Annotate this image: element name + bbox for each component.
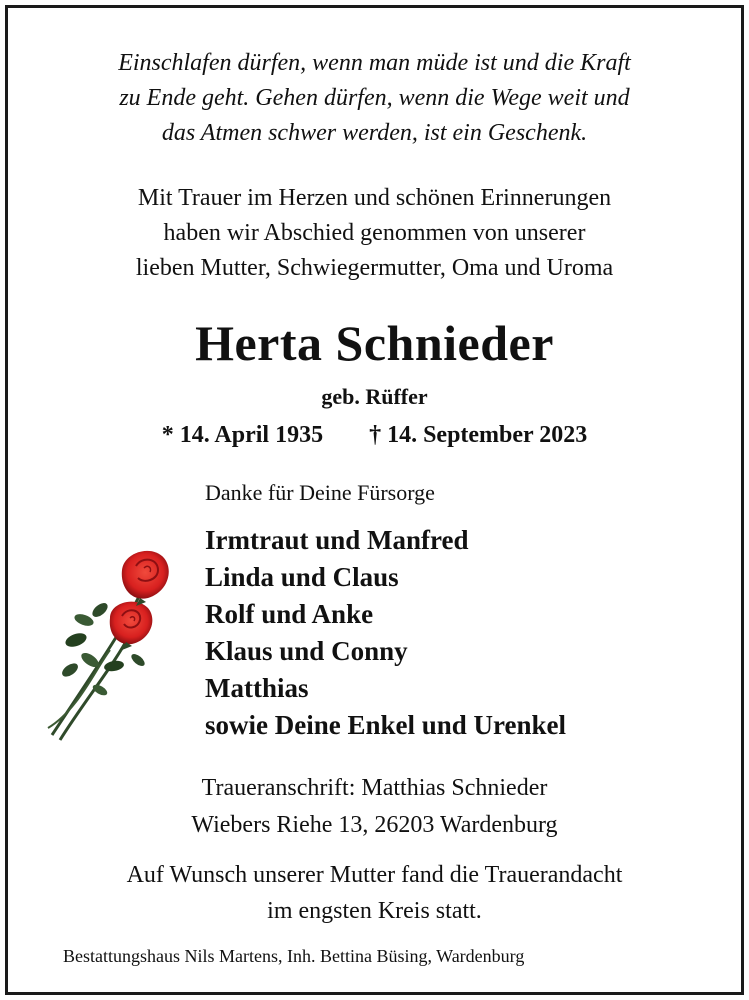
intro-line-1: Mit Trauer im Herzen und schönen Erinnerungen [137,185,612,211]
death-date: † 14. September 2023 [369,422,588,448]
note-line-1: Auf Wunsch unserer Mutter fand die Trauerandacht [126,862,623,888]
mourner-item: Matthias [205,673,309,703]
address-line-1: Traueranschrift: Matthias Schnieder [201,775,548,801]
mourner-item: Irmtraut und Manfred [205,525,469,555]
life-dates [0,422,749,449]
quote-line-1: Einschlafen dürfen, wenn man müde ist und die Kraft [118,50,631,76]
mourner-item: Linda und Claus [205,562,399,592]
thanks-line: Danke für Deine Fürsorge [205,480,435,505]
mourner-item: sowie Deine Enkel und Urenkel [205,710,567,740]
red-roses-icon [40,540,180,750]
note-line-2: im engsten Kreis statt. [267,898,482,924]
birth-date: * 14. April 1935 [161,422,324,448]
funeral-home-footer: Bestattungshaus Nils Martens, Inh. Bettina Büsing, Wardenburg [63,946,525,966]
mourner-item: Rolf und Anke [205,599,374,629]
mourners-list [205,522,566,744]
quote-line-2: zu Ende geht. Gehen dürfen, wenn die Wege weit und [119,85,630,111]
mourner-item: Klaus und Conny [205,636,408,666]
intro-line-2: haben wir Abschied genommen von unserer [163,220,586,246]
birth-name: geb. Rüffer [321,384,428,409]
deceased-name: Herta Schnieder [195,315,554,371]
address-line-2: Wiebers Riehe 13, 26203 Wardenburg [191,812,558,838]
intro-line-3: lieben Mutter, Schwiegermutter, Oma und Uroma [135,255,614,281]
quote-line-3: das Atmen schwer werden, ist ein Geschenk. [161,120,588,146]
